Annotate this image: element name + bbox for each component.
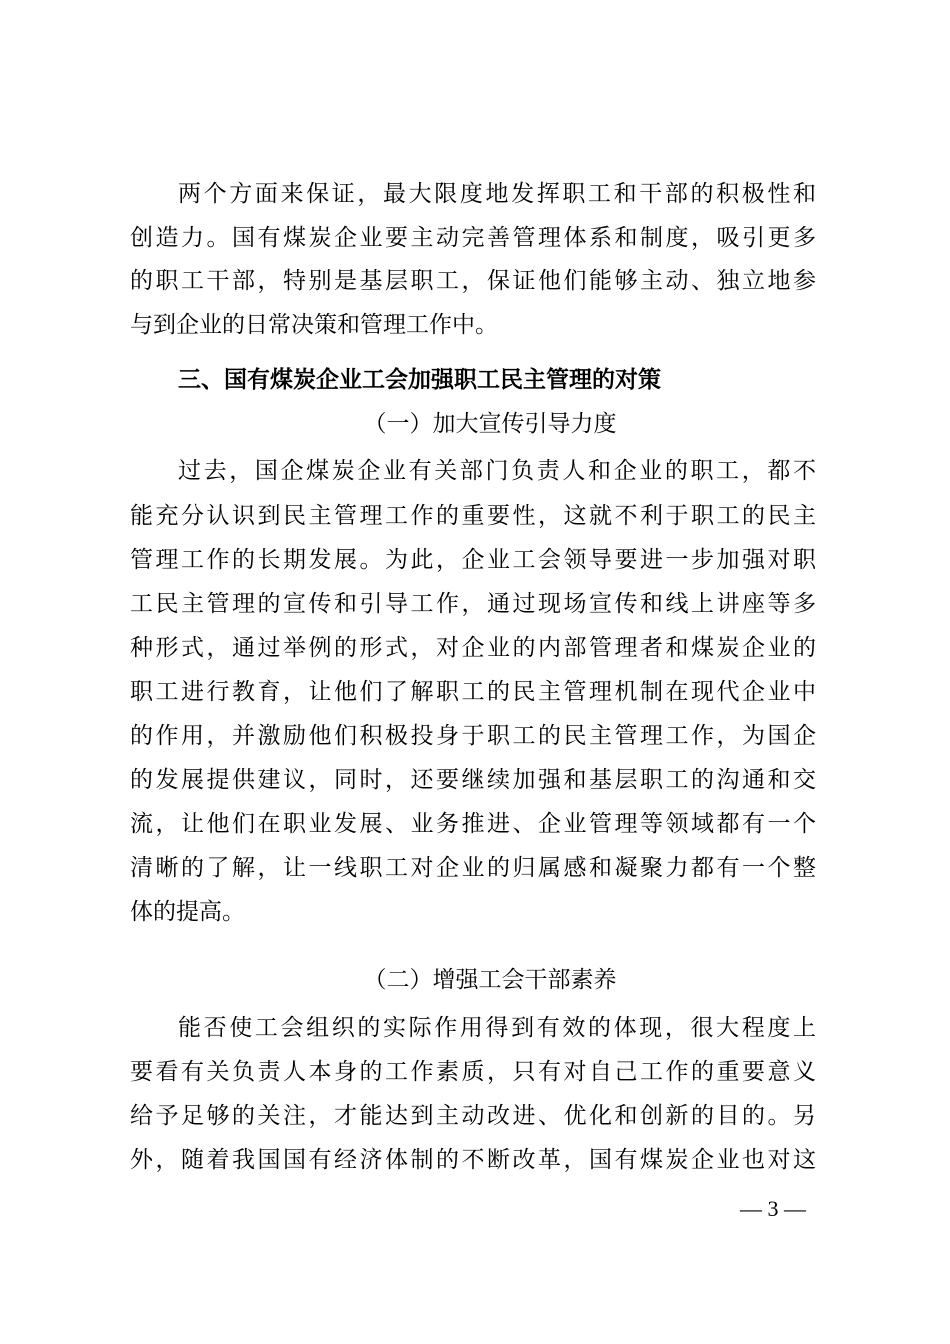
paragraph-line: 创造力。国有煤炭企业要主动完善管理体系和制度，吸引更多 [130,225,816,251]
paragraph-line: 过去，国企煤炭企业有关部门负责人和企业的职工，都不 [178,458,816,484]
subheading [0,404,950,444]
paragraph-line: 的作用，并激励他们积极投身于职工的民主管理工作，为国企 [130,723,816,749]
paragraph-line: 种形式，通过举例的形式，对企业的内部管理者和煤炭企业的 [130,635,816,661]
section-heading: 三、国有煤炭企业工会加强职工民主管理的对策 [178,367,661,393]
paragraph-line: 两个方面来保证，最大限度地发挥职工和干部的积极性和 [178,181,816,207]
paragraph-line: 能否使工会组织的实际作用得到有效的体现，很大程度上 [178,1015,816,1041]
paragraph-line: 清晰的了解，让一线职工对企业的归属感和凝聚力都有一个整 [130,855,816,881]
paragraph-line: 与到企业的日常决策和管理工作中。 [130,312,498,338]
paragraph-line: 的职工干部，特别是基层职工，保证他们能够主动、独立地参 [130,268,816,294]
subheading-text: （一）加大宣传引导力度 [363,411,617,437]
paragraph-line: 给予足够的关注，才能达到主动改进、优化和创新的目的。另 [130,1103,816,1129]
paragraph-line: 职工进行教育，让他们了解职工的民主管理机制在现代企业中 [130,679,816,705]
paragraph-line: 体的提高。 [130,899,245,925]
paragraph-line: 管理工作的长期发展。为此，企业工会领导要进一步加强对职 [130,547,816,573]
paragraph-line: 流，让他们在职业发展、业务推进、企业管理等领域都有一个 [130,811,816,837]
paragraph-line: 能充分认识到民主管理工作的重要性，这就不利于职工的民主 [130,503,816,529]
subheading-text: （二）增强工会干部素养 [363,967,617,993]
subheading [0,960,950,1000]
paragraph-line: 要看有关负责人本身的工作素质，只有对自己工作的重要意义 [130,1059,816,1085]
page-number: — 3 — [740,1196,806,1221]
paragraph-line: 工民主管理的宣传和引导工作，通过现场宣传和线上讲座等多 [130,591,816,617]
paragraph-line: 的发展提供建议，同时，还要继续加强和基层职工的沟通和交 [130,767,816,793]
paragraph-line: 外，随着我国国有经济体制的不断改革，国有煤炭企业也对这 [130,1147,816,1173]
